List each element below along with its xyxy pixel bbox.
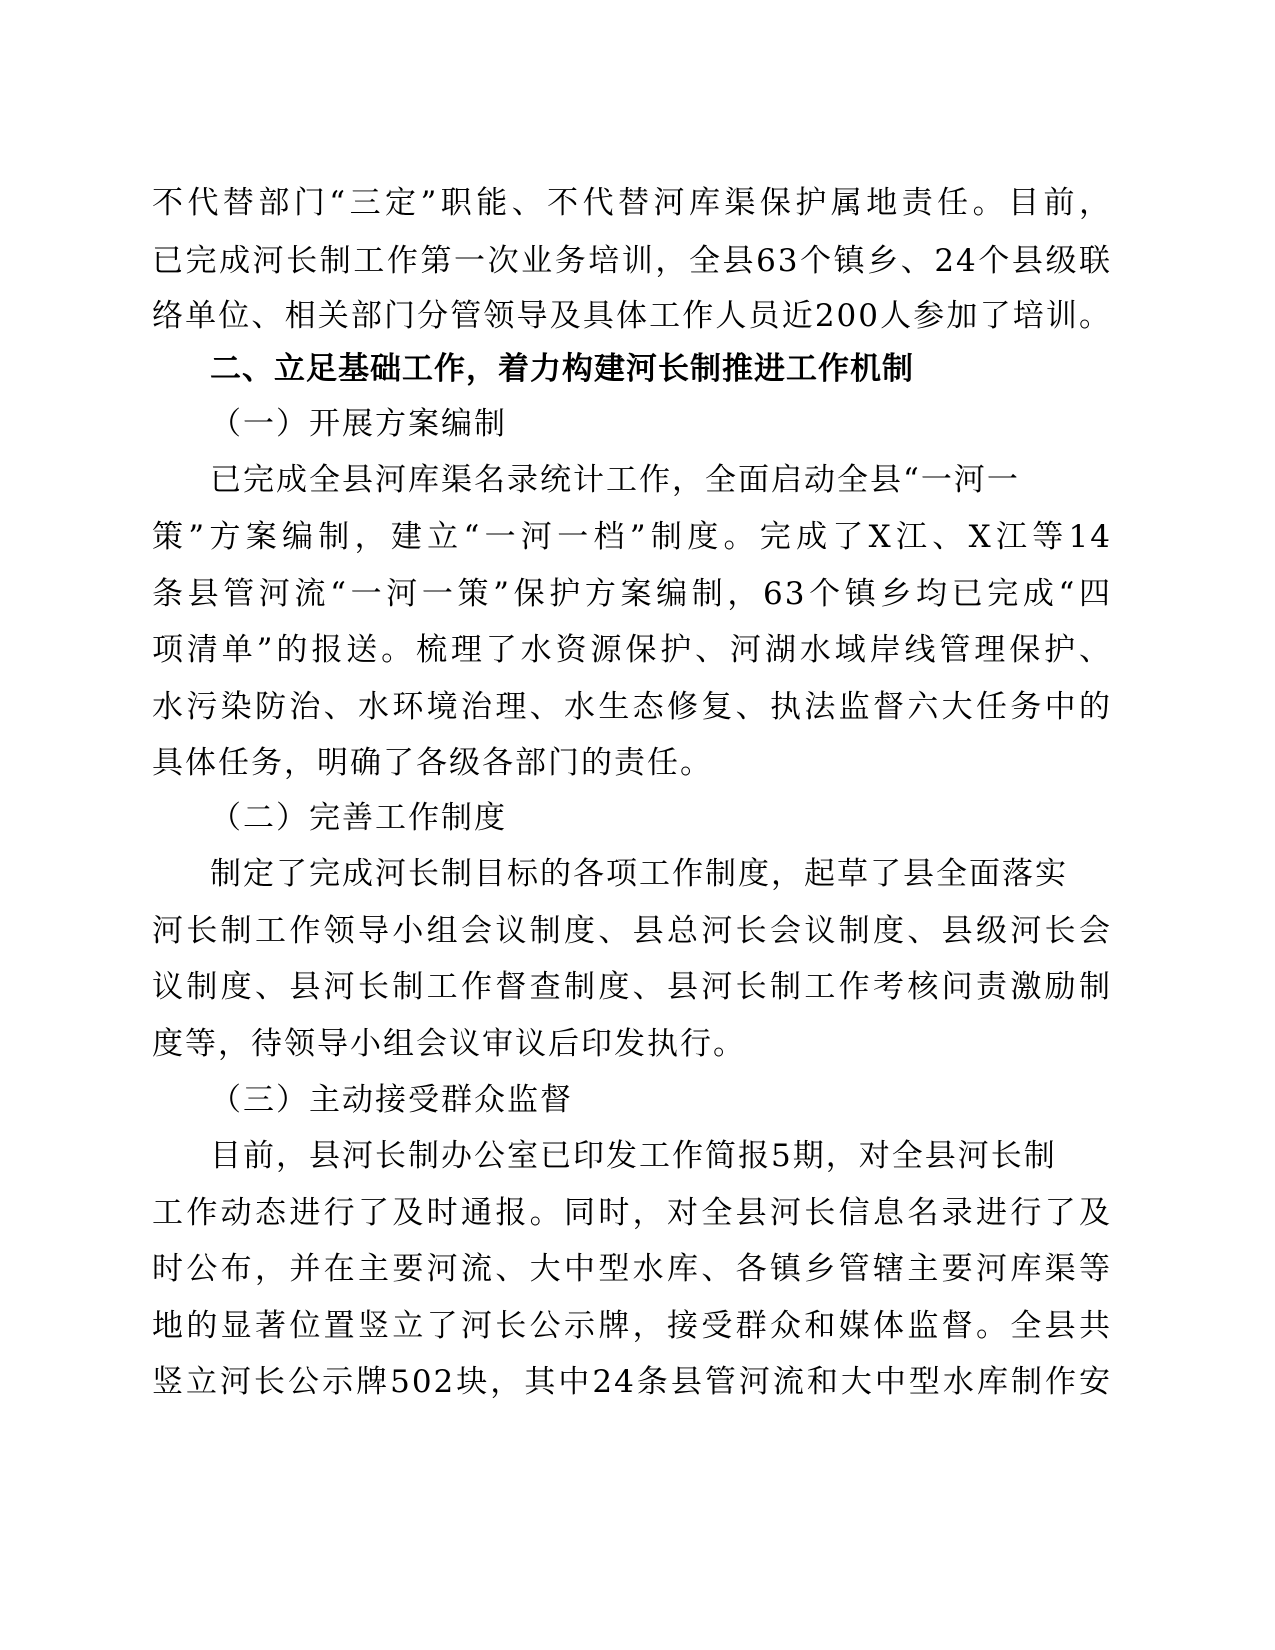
paragraph-line: 度等，待领导小组会议审议后印发执行。 bbox=[152, 1026, 746, 1062]
paragraph-line: 具体任务，明确了各级各部门的责任。 bbox=[152, 745, 713, 781]
paragraph-line: 目前，县河长制办公室已印发工作简报5期，对全县河长制 bbox=[210, 1138, 1057, 1174]
paragraph-line: 制定了完成河长制目标的各项工作制度，起草了县全面落实 bbox=[210, 856, 1068, 892]
paragraph-line: 竖立河长公示牌502块，其中24条县管河流和大中型水库制作安 bbox=[152, 1364, 1112, 1400]
paragraph-line: 议制度、县河长制工作督查制度、县河长制工作考核问责激励制 bbox=[152, 969, 1112, 1005]
subsection-heading: （一）开展方案编制 bbox=[210, 406, 507, 442]
paragraph-line: 络单位、相关部门分管领导及具体工作人员近200人参加了培训。 bbox=[152, 298, 1112, 334]
paragraph-line: 已完成全县河库渠名录统计工作，全面启动全县“一河一 bbox=[210, 462, 1020, 498]
paragraph-line: 水污染防治、水环境治理、水生态修复、执法监督六大任务中的 bbox=[152, 689, 1112, 725]
paragraph-line: 策”方案编制，建立“一河一档”制度。完成了X江、X江等14 bbox=[152, 519, 1112, 555]
paragraph-line: 已完成河长制工作第一次业务培训，全县63个镇乡、24个县级联 bbox=[152, 243, 1112, 279]
paragraph-line: 不代替部门“三定”职能、不代替河库渠保护属地责任。目前， bbox=[152, 185, 1112, 221]
subsection-heading: （二）完善工作制度 bbox=[210, 800, 507, 836]
paragraph-line: 地的显著位置竖立了河长公示牌，接受群众和媒体监督。全县共 bbox=[152, 1308, 1112, 1344]
subsection-heading: （三）主动接受群众监督 bbox=[210, 1082, 573, 1118]
paragraph-line: 项清单”的报送。梳理了水资源保护、河湖水域岸线管理保护、 bbox=[152, 632, 1112, 668]
section-heading: 二、立足基础工作，着力构建河长制推进工作机制 bbox=[210, 351, 914, 387]
paragraph-line: 河长制工作领导小组会议制度、县总河长会议制度、县级河长会 bbox=[152, 913, 1112, 949]
paragraph-line: 工作动态进行了及时通报。同时，对全县河长信息名录进行了及 bbox=[152, 1195, 1112, 1231]
paragraph-line: 条县管河流“一河一策”保护方案编制，63个镇乡均已完成“四 bbox=[152, 576, 1112, 612]
paragraph-line: 时公布，并在主要河流、大中型水库、各镇乡管辖主要河库渠等 bbox=[152, 1251, 1112, 1287]
